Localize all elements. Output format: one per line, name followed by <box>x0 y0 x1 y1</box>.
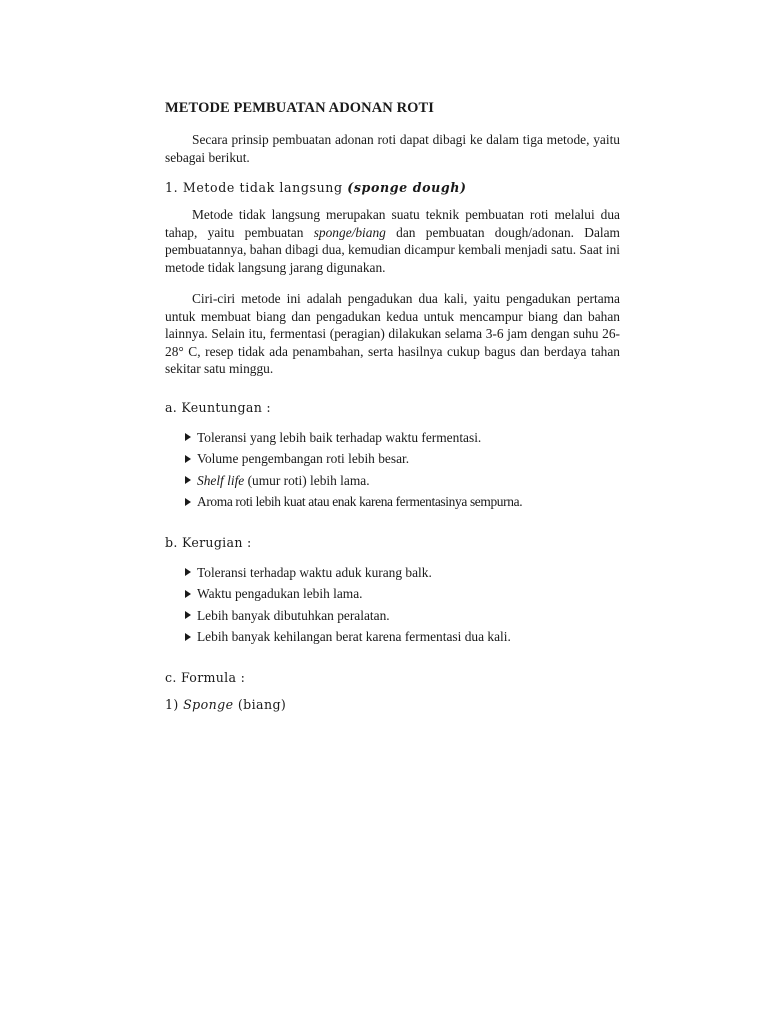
list-item <box>185 470 620 492</box>
formula-subheading-sponge <box>165 697 620 712</box>
triangle-bullet-icon <box>185 476 191 484</box>
section-heading-indirect-method <box>165 180 620 195</box>
page-title: METODE PEMBUATAN ADONAN ROTI <box>165 100 435 116</box>
section-emphasis: (sponge dough) <box>347 180 467 195</box>
list-item-text: Toleransi terhadap waktu aduk kurang balk. <box>197 564 432 580</box>
intro-paragraph: Secara prinsip pembuatan adonan roti dapat dibagi ke dalam tiga metode, yaitu sebagai berikut. <box>165 132 620 165</box>
para-text-end: dan pembuatan dough/adonan. Dalam pembuatannya, bahan dibagi dua, kemudian dicampur kembali menjadi satu. Saat ini metode tidak langsung jarang digunakan. <box>165 224 620 275</box>
disadvantages-heading: b. Kerugian : <box>165 534 252 550</box>
triangle-bullet-icon <box>185 455 191 463</box>
list-item <box>185 605 620 627</box>
list-item <box>185 583 620 605</box>
list-item-text: Toleransi yang lebih baik terhadap waktu fermentasi. <box>197 429 482 445</box>
triangle-bullet-icon <box>185 590 191 598</box>
list-item <box>185 562 620 584</box>
list-item <box>185 491 620 513</box>
section-number: 1. <box>165 180 179 195</box>
disadvantages-list <box>185 562 620 648</box>
list-item-text: Aroma roti lebih kuat atau enak karena fermentasinya sempurna. <box>197 494 523 509</box>
list-item-text: Waktu pengadukan lebih lama. <box>197 586 363 601</box>
para-italic-term: sponge/biang <box>313 224 386 240</box>
para-text-start: Metode tidak langsung merupakan suatu teknik pembuatan roti melalui dua tahap, yaitu pembuatan <box>165 207 620 240</box>
formula-sub-italic: Sponge <box>183 696 234 712</box>
list-item <box>185 427 620 449</box>
method-description-paragraph <box>165 206 620 276</box>
list-item-text: Lebih banyak kehilangan berat karena fermentasi dua kali. <box>197 629 511 644</box>
list-item-italic-term: Shelf life <box>197 472 245 488</box>
list-item-text: Lebih banyak dibutuhkan peralatan. <box>197 607 390 623</box>
list-item <box>185 626 620 648</box>
characteristics-paragraph: Ciri-ciri metode ini adalah pengadukan dua kali, yaitu pengadukan pertama untuk membuat biang dan pengadukan kedua untuk mencampur biang dan bahan lainnya. Selain itu, fermentasi (peragian) dilakukan selama 3-6 jam dengan suhu 26-28° C, resep tidak ada penambahan, serta hasilnya cukup bagus dan berdaya tahan sekitar satu minggu. <box>165 291 620 376</box>
formula-sub-number: 1) <box>165 696 179 712</box>
triangle-bullet-icon <box>185 568 191 576</box>
section-label: Metode tidak langsung <box>182 180 343 195</box>
advantages-list <box>185 427 620 513</box>
formula-heading: c. Formula : <box>165 669 246 685</box>
list-item-text: (umur roti) lebih lama. <box>244 472 370 488</box>
triangle-bullet-icon <box>185 433 191 441</box>
document-page <box>165 100 620 712</box>
list-item-text: Volume pengembangan roti lebih besar. <box>197 451 410 466</box>
triangle-bullet-icon <box>185 611 191 619</box>
advantages-heading: a. Keuntungan : <box>165 399 271 415</box>
triangle-bullet-icon <box>185 633 191 641</box>
list-item <box>185 448 620 470</box>
triangle-bullet-icon <box>185 498 191 506</box>
formula-sub-rest: (biang) <box>237 696 287 712</box>
